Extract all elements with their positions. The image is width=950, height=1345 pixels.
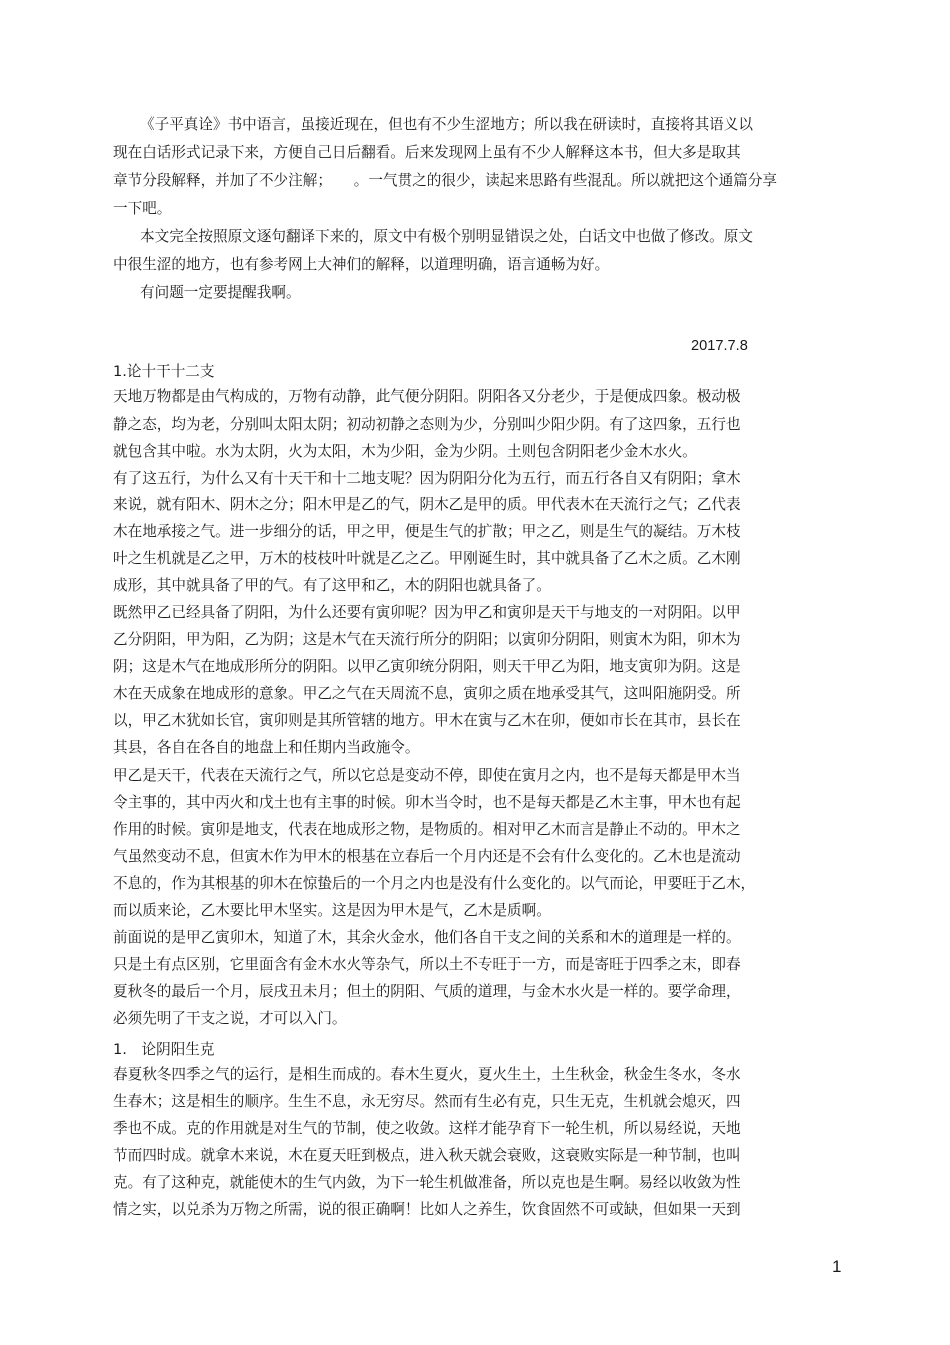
page-number: 1 xyxy=(832,1257,842,1276)
paragraph-line: 来说，就有阳木、阴木之分；阳木甲是乙的气，阴木乙是甲的质。甲代表木在天流行之气；乙代表 xyxy=(113,496,741,513)
paragraph-line: 成形，其中就具备了甲的气。有了这甲和乙，木的阴阳也就具备了。 xyxy=(113,577,551,594)
paragraph-line: 令主事的，其中丙火和戊土也有主事的时候。卯木当令时，也不是每天都是乙木主事，甲木也有起 xyxy=(113,794,741,811)
intro-line-6: 中很生涩的地方，也有参考网上大神们的解释，以道理明确，语言通畅为好。 xyxy=(113,256,610,273)
paragraph-line: 生春木；这是相生的顺序。生生不息，永无穷尽。然而有生必有克，只生无克，生机就会熄灭，四 xyxy=(113,1093,741,1110)
paragraph-line: 节而四时成。就拿木来说，木在夏天旺到极点，进入秋天就会衰败，这衰败实际是一种节制，也叫 xyxy=(113,1147,741,1164)
paragraph-line: 春夏秋冬四季之气的运行，是相生而成的。春木生夏火，夏火生土，土生秋金，秋金生冬水，冬水 xyxy=(113,1066,741,1083)
paragraph-line: 叶之生机就是乙之甲，万木的枝枝叶叶就是乙之乙。甲刚诞生时，其中就具备了乙木之质。乙木刚 xyxy=(113,550,741,567)
paragraph-line: 有了这五行，为什么又有十天干和十二地支呢？因为阴阳分化为五行，而五行各自又有阴阳；拿木 xyxy=(113,470,741,487)
paragraph-line: 以，甲乙木犹如长官，寅卯则是其所管辖的地方。甲木在寅与乙木在卯，便如市长在其市，县长在 xyxy=(113,712,741,729)
section-heading-2: 1. 论阴阳生克 xyxy=(113,1041,215,1058)
paragraph-line: 季也不成。克的作用就是对生气的节制，使之收敛。这样才能孕育下一轮生机，所以易经说，天地 xyxy=(113,1120,741,1137)
paragraph-line: 不息的，作为其根基的卯木在惊蛰后的一个月之内也是没有什么变化的。以气而论，甲要旺于乙木， xyxy=(113,875,756,892)
paragraph-line: 静之态，均为老，分别叫太阳太阴；初动初静之态则为少，分别叫少阳少阴。有了这四象，五行也 xyxy=(113,416,741,433)
paragraph-line: 阴；这是木气在地成形所分的阴阳。以甲乙寅卯统分阴阳，则天干甲乙为阳，地支寅卯为阴。这是 xyxy=(113,658,741,675)
paragraph-line: 乙分阴阳，甲为阳，乙为阴；这是木气在天流行所分的阴阳；以寅卯分阴阳，则寅木为阳，卯木为 xyxy=(113,631,741,648)
paragraph-line: 木在地承接之气。进一步细分的话，甲之甲，便是生气的扩散；甲之乙，则是生气的凝结。万木枝 xyxy=(113,523,741,540)
intro-line-3: 章节分段解释，并加了不少注解； 。一气贯之的很少，读起来思路有些混乱。所以就把这个通篇分享 xyxy=(113,172,778,189)
paragraph-line: 就包含其中啦。水为太阴，火为太阳，木为少阳，金为少阴。土则包含阴阳老少金木水火。 xyxy=(113,443,697,460)
intro-line-5: 本文完全按照原文逐句翻译下来的，原文中有极个别明显错误之处，白话文中也做了修改。原文 xyxy=(140,228,753,245)
paragraph-line: 既然甲乙已经具备了阴阳，为什么还要有寅卯呢？因为甲乙和寅卯是天干与地支的一对阴阳。以甲 xyxy=(113,604,741,621)
paragraph-line: 前面说的是甲乙寅卯木，知道了木，其余火金水，他们各自干支之间的关系和木的道理是一样的。 xyxy=(113,929,741,946)
paragraph-line: 作用的时候。寅卯是地支，代表在地成形之物，是物质的。相对甲乙木而言是静止不动的。甲木之 xyxy=(113,821,741,838)
paragraph-line: 天地万物都是由气构成的，万物有动静，此气便分阴阳。阴阳各又分老少，于是便成四象。极动极 xyxy=(113,388,741,405)
paragraph-line: 克。有了这种克，就能使木的生气内敛，为下一轮生机做准备，所以克也是生啊。易经以收敛为性 xyxy=(113,1174,741,1191)
paragraph-line: 其县，各自在各自的地盘上和任期内当政施令。 xyxy=(113,739,420,756)
intro-line-4: 一下吧。 xyxy=(113,200,172,217)
intro-line-1: 《子平真诠》书中语言，虽接近现在，但也有不少生涩地方；所以我在研读时，直接将其语义以 xyxy=(140,116,753,133)
paragraph-line: 必须先明了干支之说，才可以入门。 xyxy=(113,1010,347,1027)
document-date: 2017.7.8 xyxy=(691,338,748,354)
section-heading-1: 1.论十干十二支 xyxy=(113,363,215,380)
paragraph-line: 气虽然变动不息，但寅木作为甲木的根基在立春后一个月内还是不会有什么变化的。乙木也是流动 xyxy=(113,848,741,865)
paragraph-line: 而以质来论，乙木要比甲木坚实。这是因为甲木是气，乙木是质啊。 xyxy=(113,902,551,919)
intro-line-7: 有问题一定要提醒我啊。 xyxy=(140,284,301,301)
intro-line-2: 现在白话形式记录下来，方便自己日后翻看。后来发现网上虽有不少人解释这本书，但大多是取其 xyxy=(113,144,741,161)
paragraph-line: 只是土有点区别，它里面含有金木水火等杂气，所以土不专旺于一方，而是寄旺于四季之末，即春 xyxy=(113,956,741,973)
paragraph-line: 情之实，以兑杀为万物之所需，说的很正确啊！比如人之养生，饮食固然不可或缺，但如果一天到 xyxy=(113,1201,741,1218)
paragraph-line: 夏秋冬的最后一个月，辰戌丑未月；但土的阴阳、气质的道理，与金木水火是一样的。要学命理， xyxy=(113,983,741,1000)
paragraph-line: 甲乙是天干，代表在天流行之气，所以它总是变动不停，即使在寅月之内，也不是每天都是甲木当 xyxy=(113,767,741,784)
paragraph-line: 木在天成象在地成形的意象。甲乙之气在天周流不息，寅卯之质在地承受其气，这叫阳施阴受。所 xyxy=(113,685,741,702)
